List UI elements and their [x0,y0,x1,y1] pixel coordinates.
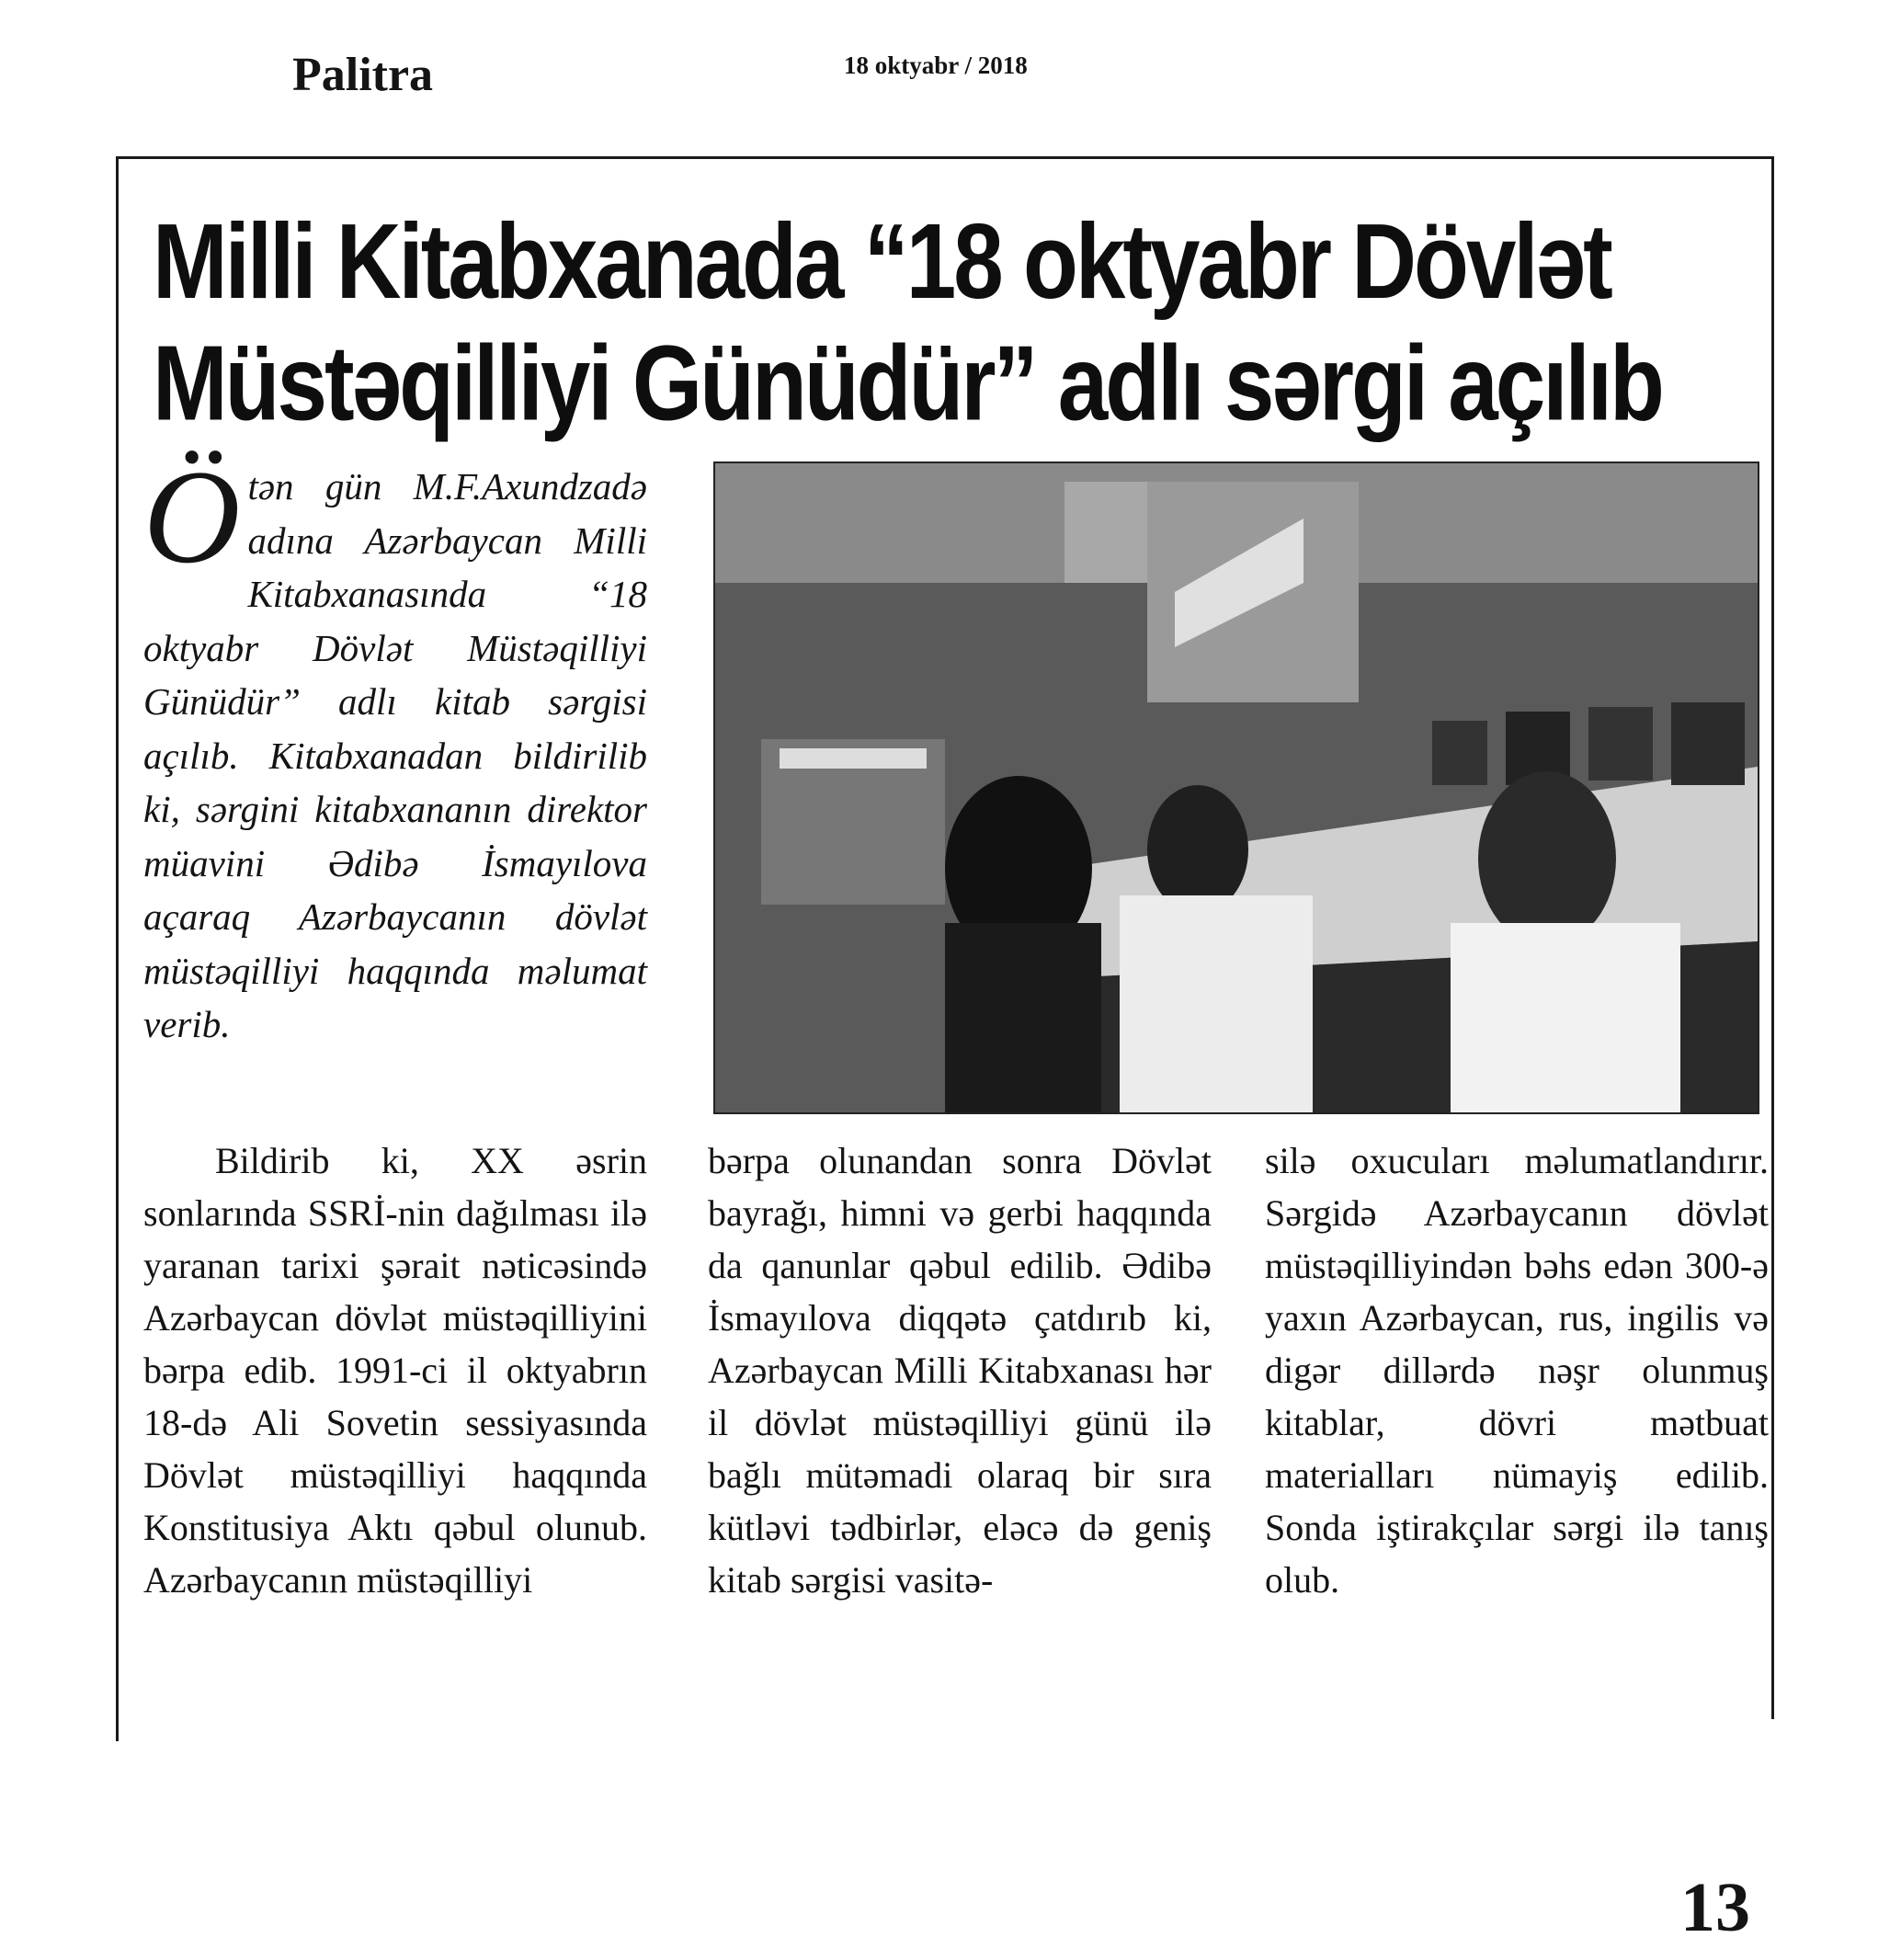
article-lead [143,442,647,1052]
article-headline: Milli Kitabxanada “18 oktyabr Dövlət Müstəqilliyi Günüdür” adlı sərgi açılıb [153,201,1662,443]
lead-dropcap: Ö [143,442,241,591]
lead-text: tən gün M.F.Axundzadə adına Azərbaycan Milli Kitabxanasında “18 oktyabr Dövlət Müstəqilliyi Günüdür” adlı kitab sərgisi açılıb. Kitabxanadan bildirilib ki, sərgini kitabxananın direktor müavini Ədibə İsmayılova açaraq Azərbaycanın dövlət müstəqilliyi haqqında məlumat verib. [143,465,647,1045]
article-frame-left [116,156,119,1741]
issue-date: 18 oktyabr / 2018 [844,51,1028,79]
photo-illustration [715,463,1758,1112]
article-frame-top [116,156,1774,159]
body-column-2: bərpa olunandan sonra Dövlət bayrağı, himni və gerbi haqqında da qanunlar qəbul edilib. Ədibə İsmayılova diqqətə çatdırıb ki, Azərbaycan Milli Kitabxanası hər il dövlət müstəqilliyi günü ilə bağlı mütəmadi olaraq bir sıra kütləvi tədbirlər, eləcə də geniş kitab sərgisi vasitə- [708,1140,1212,1601]
page-number: 13 [1680,1869,1750,1946]
body-column-1: Bildirib ki, XX əsrin sonlarında SSRİ-nin dağılması ilə yaranan tarixi şərait nəticəsində Azərbaycan dövlət müstəqilliyini bərpa edib. 1991-ci il oktyabrın 18-də Ali Sovetin sessiyasında Dövlət müstəqilliyi haqqında Konstitusiya Aktı qəbul olunub. Azərbaycanın müstəqilliyi [143,1140,647,1601]
body-column-3: silə oxucuları məlumatlandırır. Sərgidə Azərbaycanın dövlət müstəqilliyindən bəhs edən 300-ə yaxın Azərbaycan, rus, ingilis və digər dillərdə nəşr olunmuş kitablar, dövri mətbuat materialları nümayiş edilib. Sonda iştirakçılar sərgi ilə tanış olub. [1265,1140,1769,1601]
exhibition-photo [713,462,1759,1114]
article-frame-right [1771,156,1774,1719]
publication-name: Palitra [292,49,434,101]
